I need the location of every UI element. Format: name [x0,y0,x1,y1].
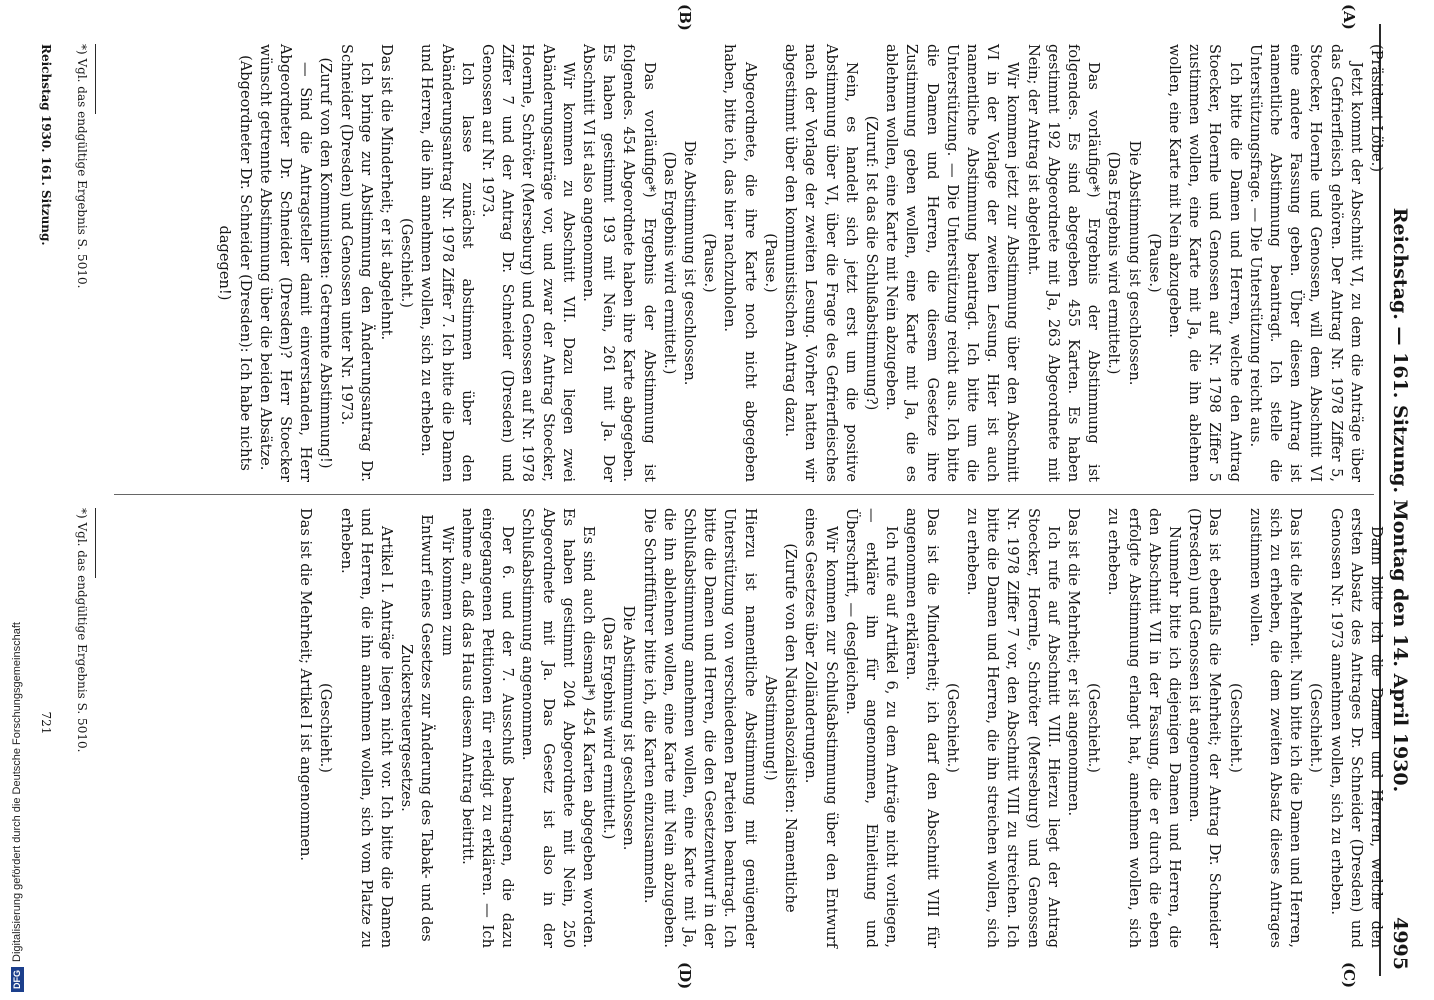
paragraph: Das ist die Minderheit; er ist abgelehnt. [378,44,396,341]
paragraph: Das ist die Minderheit; ich darf den Abschnitt VIII für angenommen erklären. [903,508,941,948]
paragraph: Entwurf eines Gesetzes zur Änderung des Tabak- und des Zuckersteuergesetzes. [398,514,436,942]
column-divider [114,494,1374,495]
footnote-rule-left [95,44,96,114]
paragraph: Dann bitte ich die Damen und Herren, welche den ersten Absatz des Antrages Dr. Schneider (Dresden) und Genossen Nr. 1973 annehmen wollen, sich zu erheben. [1327,508,1385,948]
paragraph: Das ist die Mehrheit; Artikel I ist angenommen. [297,508,315,862]
paragraph: (Geschieht.) [1307,683,1325,773]
paragraph: Das vorläufige*) Ergebnis der Abstimmung ist folgendes. Es sind abgegeben 455 Karten. Es haben gestimmt 192 Abgeordnete mit Ja, 263 Abgeordnete mit Nein; der Antrag ist abgelehnt. [1024,44,1103,482]
paragraph: Wir kommen zum [438,526,456,656]
page-number: 4995 [1389,917,1411,970]
paragraph: Die Abstimmung ist geschlossen. [620,605,638,851]
paragraph: Ich rufe auf Artikel 6, zu dem Anträge nicht vorliegen, — erkläre ihn für angenommen, Einleitung und Überschrift, — desgleichen. [842,508,901,948]
paragraph: Ich bringe zur Abstimmung den Änderungsantrag Dr. Schneider (Dresden) und Genossen unter Nr. 1973. [337,44,375,482]
paragraph: (Das Ergebnis wird ermittelt.) [660,151,678,375]
margin-mark-b: (B) [676,4,694,31]
paragraph: Abgeordnete, die ihre Karte noch nicht abgegeben haben, bitte ich, das hier nachzuholen. [721,44,759,482]
page-header-title: Reichstag. — 161. Sitzung. Montag den 14. April 1930. [1389,207,1411,793]
paragraph: — Sind die Antragsteller damit einverstanden, Herr Abgeordneter Dr. Schneider (Dresden)? Herr Stoecker wünscht getrennte Abstimmung über die beiden Absätze. [256,44,315,482]
paragraph: (Zurufe von den Nationalsozialisten: Namentliche Abstimmung!) [761,543,800,913]
paragraph: (Pause.) [761,233,779,293]
paragraph: Das ist die Mehrheit; er ist angenommen. [1064,508,1082,817]
margin-mark-c: (C) [1340,962,1358,989]
page-bottom-number: 721 [39,711,53,735]
paragraph: (Das Ergebnis wird ermittelt.) [1105,151,1123,375]
paragraph: (Präsident Löbe.) [1368,44,1385,173]
paragraph: (Pause.) [701,233,719,293]
paragraph: (Geschieht.) [398,218,416,308]
paragraph: (Zuruf: Ist das die Schlußabstimmung?) [862,115,880,411]
paragraph: Nunmehr bitte ich diejenigen Damen und Herren, die den Abschnitt VII in der Fassung, die er durch die eben erfolgte Abstimmung erlangt hat, annehmen wollen, sich zu erheben. [1105,508,1183,948]
paragraph: Wir kommen jetzt zur Abstimmung über den Abschnitt VI in der Vorlage der zweiten Lesung. Hier ist auch namentliche Abstimmung beantragt. Ich bitte um die Unterstützung. — Die Unterstützung reicht aus. Ich bitte die Damen und Herren, die diesem Gesetze ihre Zustimmung geben wollen, eine Karte mit Ja, die es ablehnen wollen, eine Karte mit Nein abzugeben. [883,44,1022,482]
paragraph: Die Abstimmung ist geschlossen. [681,140,699,386]
paragraph: (Geschieht.) [943,683,961,773]
paragraph: Nein, es handelt sich jetzt erst um die positive Abstimmung über VI, über die Frage des Gefrierfleisches nach der Vorlage der zweiten Lesung. Vorher hatten wir abgestimmt über den kommunistischen Antrag dazu. [782,44,860,482]
margin-mark-d: (D) [676,962,694,990]
page-footer: Reichstag 1930. 161. Sitzung. [39,44,53,246]
funding-notice-text: Digitalisierung gefördert durch die Deutsche Forschungsgemeinschaft [11,622,23,962]
paragraph: Die Abstimmung ist geschlossen. [1125,140,1143,386]
paragraph: Ich rufe auf Abschnitt VIII. Hierzu liegt der Antrag Stoecker, Hoernle, Schröter (Merseburg) und Genossen Nr. 1978 Ziffer 7 vor, den Abschnitt VIII zu streichen. Ich bitte die Damen und Herren, die ihn streichen wollen, sich zu erheben. [963,508,1062,948]
paragraph: Das ist ebenfalls die Mehrheit; der Antrag Dr. Schneider (Dresden) und Genossen ist angenommen. [1186,508,1224,948]
paragraph: Artikel I. Anträge liegen nicht vor. Ich bitte die Damen und Herren, die ihn annehmen wollen, sich vom Platze zu erheben. [337,508,396,948]
paragraph: (Pause.) [1145,233,1163,293]
dfg-logo: DFG [11,967,24,992]
left-text-column [96,44,1386,482]
paragraph: Ich lasse zunächst abstimmen über den Abänderungsantrag Nr. 1978 Ziffer 7. Ich bitte die Damen und Herren, die ihn annehmen wollen, sich zu erheben. [418,44,476,482]
paragraph: Der 6. und der 7. Ausschuß beantragen, die dazu eingegangenen Petitionen für erledigt zu erklären. — Ich nehme an, daß das Haus diesem Antrag beitritt. [458,508,517,948]
footnote-right: *) Vgl. das endgültige Ergebnis S. 5010. [75,508,89,753]
paragraph: Jetzt kommt der Abschnitt VI, zu dem die Anträge über das Gefrierfleisch gehören. Der Antrag Nr. 1978 Ziffer 5, Stoecker, Hoernle und Genossen, will dem Abschnitt VI eine andere Fassung geben. Über diesen Antrag ist namentliche Abstimmung beantragt. Ich stelle die Unterstützungsfrage. — Die Unterstützung reicht aus. [1246,44,1365,482]
paragraph: (Das Ergebnis wird ermittelt.) [600,616,618,840]
paragraph: Ich bitte die Damen und Herren, welche den Antrag Stoecker, Hoernle und Genossen auf Nr. 1798 Ziffer 5 zustimmen wollen, eine Karte mit Ja, die ihn ablehnen wollen, eine Karte mit Nein abzugeben. [1165,44,1244,482]
footnote-rule-right [95,508,96,578]
paragraph: (Abgeordneter Dr. Schneider (Dresden): Ich habe nichts dagegen!) [216,55,254,471]
footnote-left: *) Vgl. das endgültige Ergebnis S. 5010. [75,44,89,289]
paragraph: (Geschieht.) [1085,683,1103,773]
paragraph: (Geschieht.) [1226,683,1244,773]
paragraph: (Zuruf von den Kommunisten: Getrennte Abstimmung!) [317,57,335,469]
paragraph: (Geschieht.) [317,683,335,773]
paragraph: Wir kommen zu Abschnitt VII. Dazu liegen zwei Abänderungsanträge vor, und zwar der Antrag Stoecker, Hoernle, Schröter (Merseburg) und Genossen auf Nr. 1978 Ziffer 7 und der Antrag Dr. Schneider (Dresden) und Genossen auf Nr. 1973. [479,44,577,482]
paragraph: Wir kommen zur Schlußabstimmung über den Entwurf eines Gesetzes über Zolländerungen. [802,508,840,948]
paragraph: Es sind auch diesmal*) 454 Karten abgegeben worden. Es haben gestimmt 204 Abgeordnete mit Nein, 250 Abgeordnete mit Ja. Das Gesetz ist also in der Schlußabstimmung angenommen. [519,508,598,948]
paragraph: Das vorläufige*) Ergebnis der Abstimmung ist folgendes. 454 Abgeordnete haben ihre Karte abgegeben. Es haben gestimmt 193 mit Nein, 261 mit Ja. Der Abschnitt VI ist also angenommen. [580,44,658,482]
margin-mark-a: (A) [1340,4,1358,30]
paragraph: Das ist die Mehrheit. Nun bitte ich die Damen und Herren, sich zu erheben, die dem zweiten Absatz dieses Antrages zustimmen wollen. [1246,508,1305,948]
paragraph: Hierzu ist namentliche Abstimmung mit genügender Unterstützung von verschiedenen Parteien beantragt. Ich bitte die Damen und Herren, die den Gesetzentwurf in der Schlußabstimmung annehmen wollen, eine Karte mit Ja, die ihn ablehnen wollen, eine Karte mit Nein abzugeben. Die Schriftführer bitte ich, die Karten einzusammeln. [640,508,759,948]
right-text-column [96,508,1386,948]
